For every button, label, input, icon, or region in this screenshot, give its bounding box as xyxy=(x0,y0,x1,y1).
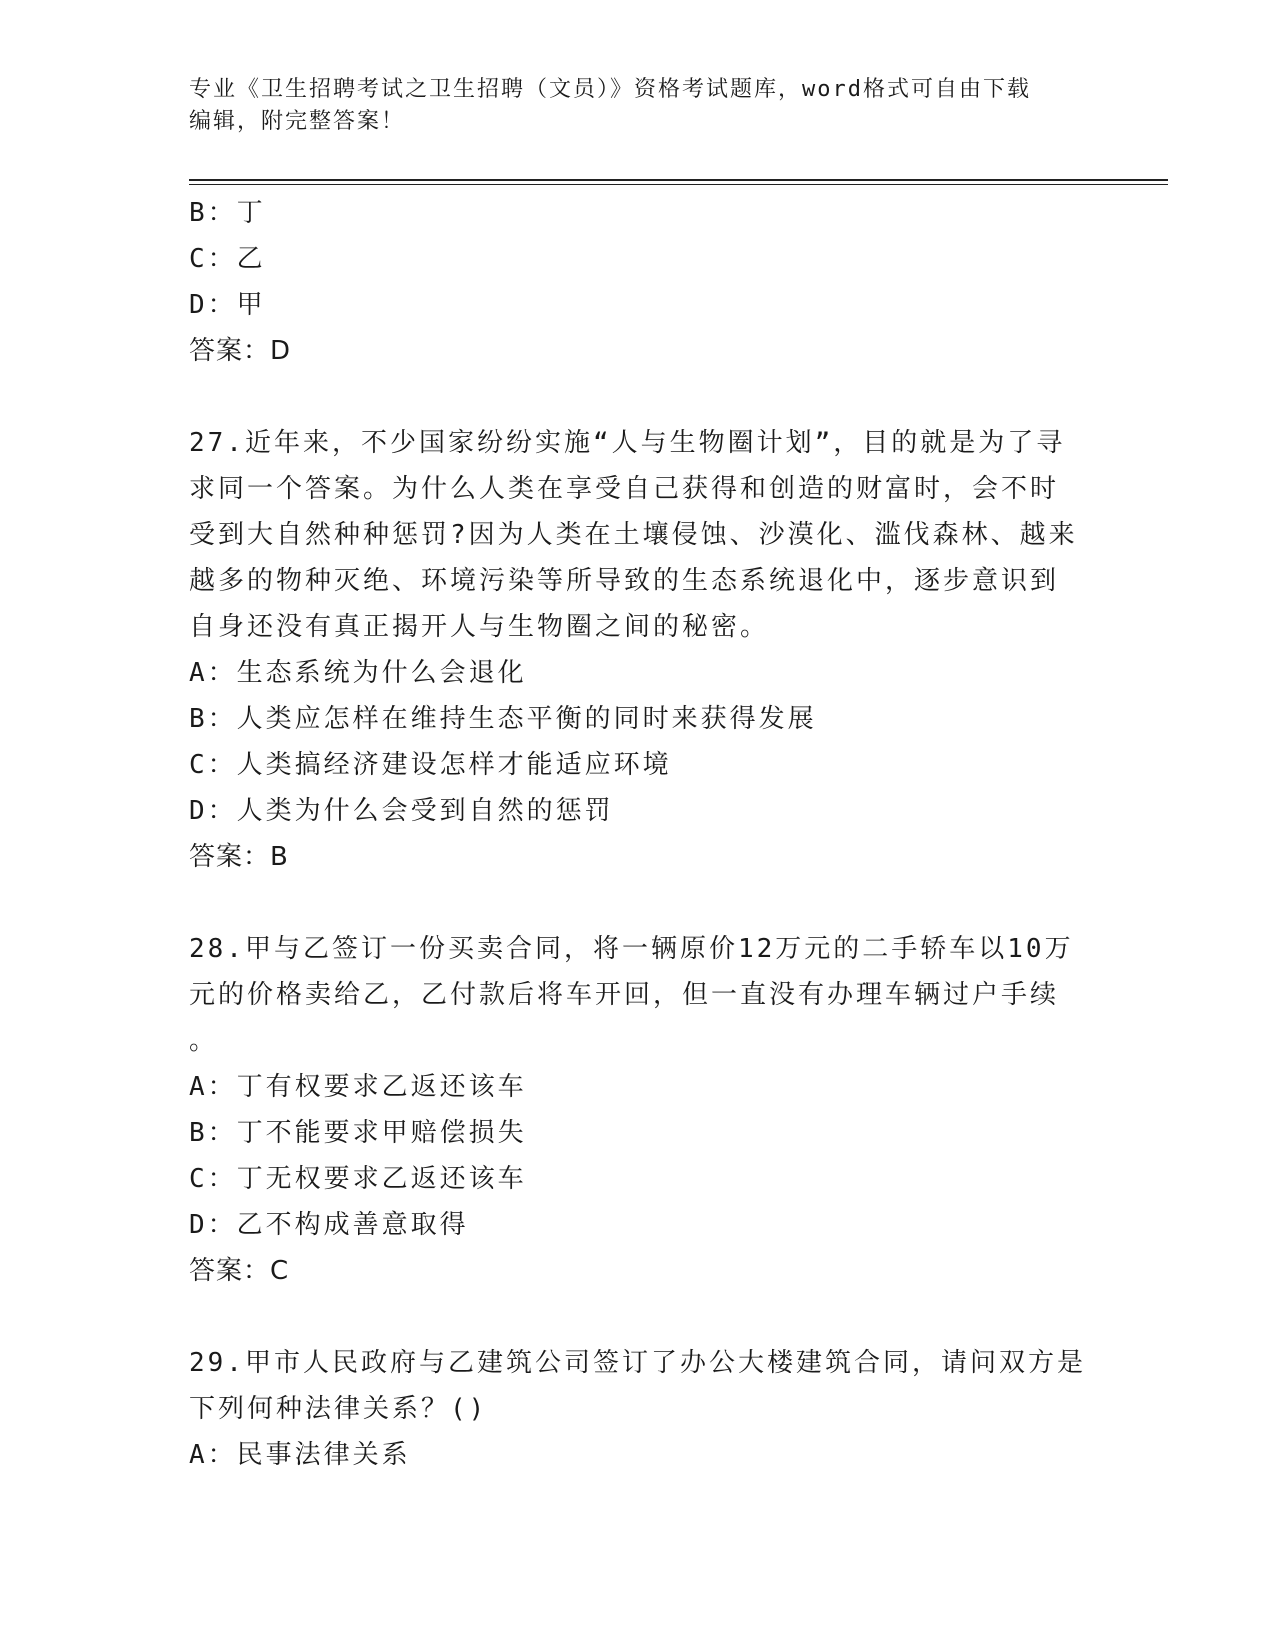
option-d: D：甲 xyxy=(189,290,266,320)
question-stem-line: 越多的物种灭绝、环境污染等所导致的生态系统退化中，逐步意识到 xyxy=(189,566,1060,596)
header-line-2: 编辑，附完整答案！ xyxy=(189,109,406,134)
option-d: D：乙不构成善意取得 xyxy=(189,1210,469,1240)
question-27 xyxy=(189,420,1089,880)
answer: 答案：B xyxy=(189,842,289,872)
page-header xyxy=(189,74,1089,138)
question-stem-line: 求同一个答案。为什么人类在享受自己获得和创造的财富时，会不时 xyxy=(189,474,1060,504)
answer: 答案：D xyxy=(189,336,292,366)
question-28 xyxy=(189,926,1089,1294)
option-b: B：人类应怎样在维持生态平衡的同时来获得发展 xyxy=(189,704,817,734)
question-stem-line: 受到大自然种种惩罚?因为人类在土壤侵蚀、沙漠化、滥伐森林、越来 xyxy=(189,520,1078,550)
question-29 xyxy=(189,1340,1089,1478)
question-stem-line: 。 xyxy=(189,1026,219,1056)
spacer xyxy=(189,880,1089,926)
question-stem-line: 27.近年来，不少国家纷纷实施“人与生物圈计划”，目的就是为了寻 xyxy=(189,428,1066,458)
option-a: A：生态系统为什么会退化 xyxy=(189,658,527,688)
header-divider-thick xyxy=(189,179,1168,181)
answer: 答案：C xyxy=(189,1256,290,1286)
spacer xyxy=(189,1294,1089,1340)
question-content xyxy=(189,190,1089,1478)
option-a: A：丁有权要求乙返还该车 xyxy=(189,1072,527,1102)
question-26-tail xyxy=(189,190,1089,374)
question-stem-line: 元的价格卖给乙，乙付款后将车开回，但一直没有办理车辆过户手续 xyxy=(189,980,1060,1010)
question-stem-line: 自身还没有真正揭开人与生物圈之间的秘密。 xyxy=(189,612,770,642)
option-c: C：人类搞经济建设怎样才能适应环境 xyxy=(189,750,672,780)
question-stem-line: 29.甲市人民政府与乙建筑公司签订了办公大楼建筑合同，请问双方是 xyxy=(189,1348,1086,1378)
option-d: D：人类为什么会受到自然的惩罚 xyxy=(189,796,614,826)
spacer xyxy=(189,374,1089,420)
option-b: B：丁 xyxy=(189,198,266,228)
option-a: A：民事法律关系 xyxy=(189,1440,411,1470)
question-stem-line: 28.甲与乙签订一份买卖合同，将一辆原价12万元的二手轿车以10万 xyxy=(189,934,1074,964)
header-divider-thin xyxy=(189,184,1168,185)
question-stem-line: 下列何种法律关系？() xyxy=(189,1394,488,1424)
header-line-1: 专业《卫生招聘考试之卫生招聘（文员）》资格考试题库，word格式可自由下载 xyxy=(189,77,1031,102)
option-b: B：丁不能要求甲赔偿损失 xyxy=(189,1118,527,1148)
option-c: C：乙 xyxy=(189,244,266,274)
option-c: C：丁无权要求乙返还该车 xyxy=(189,1164,527,1194)
